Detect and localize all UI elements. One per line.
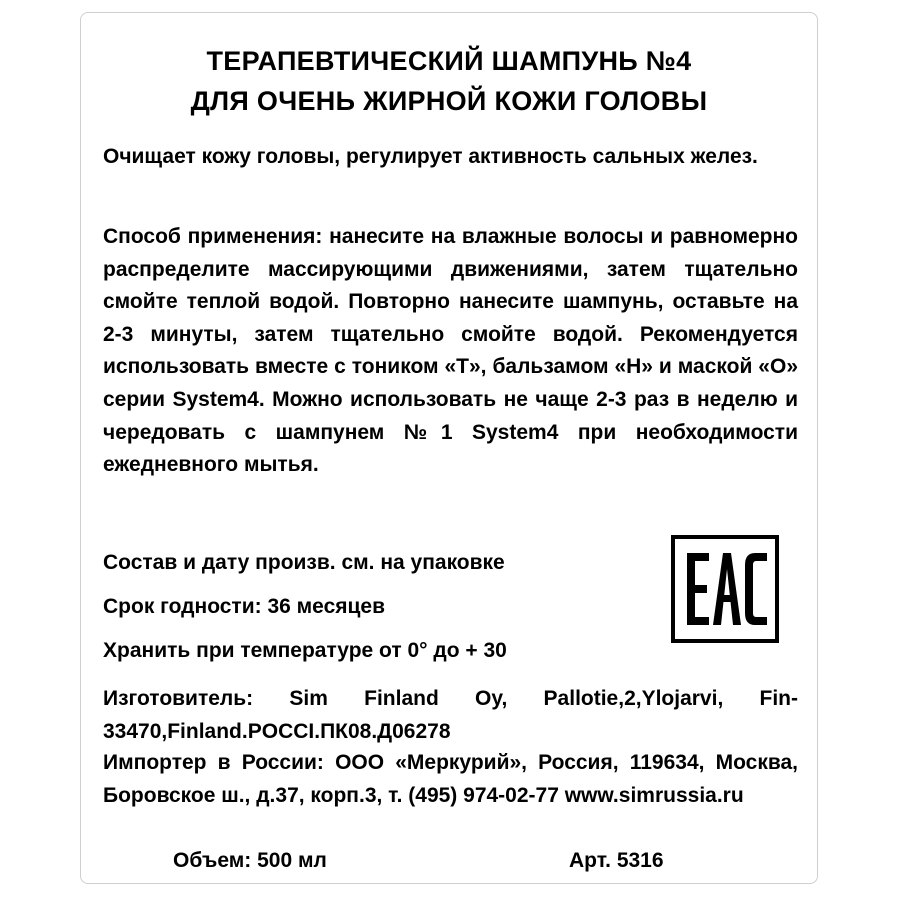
article-number: Арт. 5316 <box>569 849 664 872</box>
importer-info: Импортер в России: ООО «Меркурий», Россия, 119634, Москва, Боровское ш., д.37, корп.3, т. (495) 974-02-77 www.simrussia.ru <box>103 751 798 807</box>
intro-text: Очищает кожу головы, регулирует активность сальных желез. <box>103 145 758 168</box>
usage-instructions: Способ применения: нанесите на влажные волосы и равномерно распределите массирующими движениями, затем тщательно смойте теплой водой. Повторно нанесите шампунь, оставьте на 2-3 минуты, затем тщательно смойте водой. Рекомендуется использовать вместе с тоником «Т», бальзамом «Н» и маской «О» серии System4. Можно использовать не чаще 2-3 раз в неделю и чередовать с шампунем №1 System4 при необходимости ежедневного мытья. <box>103 225 798 477</box>
storage-conditions: Хранить при температуре от 0° до + 30 <box>103 639 507 662</box>
title-line-1: ТЕРАПЕВТИЧЕСКИЙ ШАМПУНЬ №4 <box>206 46 692 76</box>
product-label <box>80 12 818 884</box>
shelf-life: Срок годности: 36 месяцев <box>103 595 386 618</box>
title-line-2: ДЛЯ ОЧЕНЬ ЖИРНОЙ КОЖИ ГОЛОВЫ <box>190 86 708 116</box>
composition-note: Состав и дату произв. см. на упаковке <box>103 551 505 574</box>
volume: Объем: 500 мл <box>173 849 327 872</box>
eac-logo <box>675 539 775 639</box>
label-title <box>81 41 817 121</box>
manufacturer-info: Изготовитель: Sim Finland Oy, Pallotie,2,Ylojarvi, Fin-33470,Finland.POCCI.ПК08.Д06278 <box>103 687 798 743</box>
eac-mark-icon <box>671 535 779 643</box>
